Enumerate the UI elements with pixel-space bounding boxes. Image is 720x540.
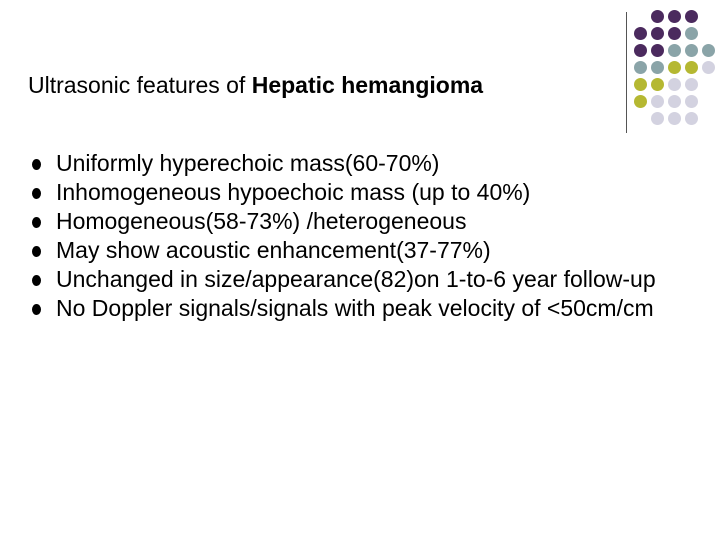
bullet-marker: [32, 304, 41, 315]
bullet-list: [32, 149, 692, 323]
divider-line: [626, 12, 627, 133]
bullet-item: [32, 265, 692, 294]
bullet-text: Homogeneous(58-73%) /heterogeneous: [56, 208, 467, 234]
bullet-marker: [32, 188, 41, 199]
bullet-item: [32, 294, 692, 323]
decorative-dot: [634, 95, 647, 108]
decorative-dot: [668, 27, 681, 40]
decorative-dot: [651, 44, 664, 57]
bullet-item: [32, 207, 692, 236]
decorative-dot: [651, 27, 664, 40]
decorative-dot: [685, 78, 698, 91]
decorative-dot: [651, 78, 664, 91]
decorative-dot: [702, 44, 715, 57]
decorative-dot: [685, 27, 698, 40]
decorative-dot: [685, 44, 698, 57]
decorative-dot: [651, 112, 664, 125]
decorative-dot: [668, 61, 681, 74]
bullet-text: May show acoustic enhancement(37-77%): [56, 237, 491, 263]
decorative-dot: [668, 44, 681, 57]
slide-title-bold: Hepatic hemangioma: [251, 72, 484, 98]
bullet-marker: [32, 275, 41, 286]
bullet-text: Unchanged in size/appearance(82)on 1-to-6 year follow-up: [56, 266, 656, 292]
bullet-item: [32, 236, 692, 265]
decorative-dot: [651, 10, 664, 23]
bullet-marker: [32, 217, 41, 228]
decorative-dot: [685, 95, 698, 108]
bullet-text: Uniformly hyperechoic mass(60-70%): [56, 150, 440, 176]
slide-title-prefix: Ultrasonic features of: [28, 72, 252, 98]
decorative-dot: [685, 112, 698, 125]
decorative-dot: [702, 61, 715, 74]
decorative-dot: [685, 61, 698, 74]
decorative-dot: [634, 61, 647, 74]
decorative-dot: [668, 112, 681, 125]
bullet-marker: [32, 159, 41, 170]
decorative-dot: [668, 10, 681, 23]
decorative-dot-grid: [634, 10, 718, 150]
bullet-text: No Doppler signals/signals with peak velocity of <50cm/cm: [56, 295, 654, 321]
decorative-dot: [634, 44, 647, 57]
decorative-dot: [651, 95, 664, 108]
decorative-dot: [668, 78, 681, 91]
bullet-marker: [32, 246, 41, 257]
decorative-dot: [668, 95, 681, 108]
bullet-item: [32, 178, 692, 207]
slide-title: [28, 70, 483, 100]
decorative-dot: [634, 78, 647, 91]
decorative-dot: [685, 10, 698, 23]
bullet-text: Inhomogeneous hypoechoic mass (up to 40%): [56, 179, 531, 205]
decorative-dot: [634, 27, 647, 40]
bullet-item: [32, 149, 692, 178]
decorative-dot: [651, 61, 664, 74]
